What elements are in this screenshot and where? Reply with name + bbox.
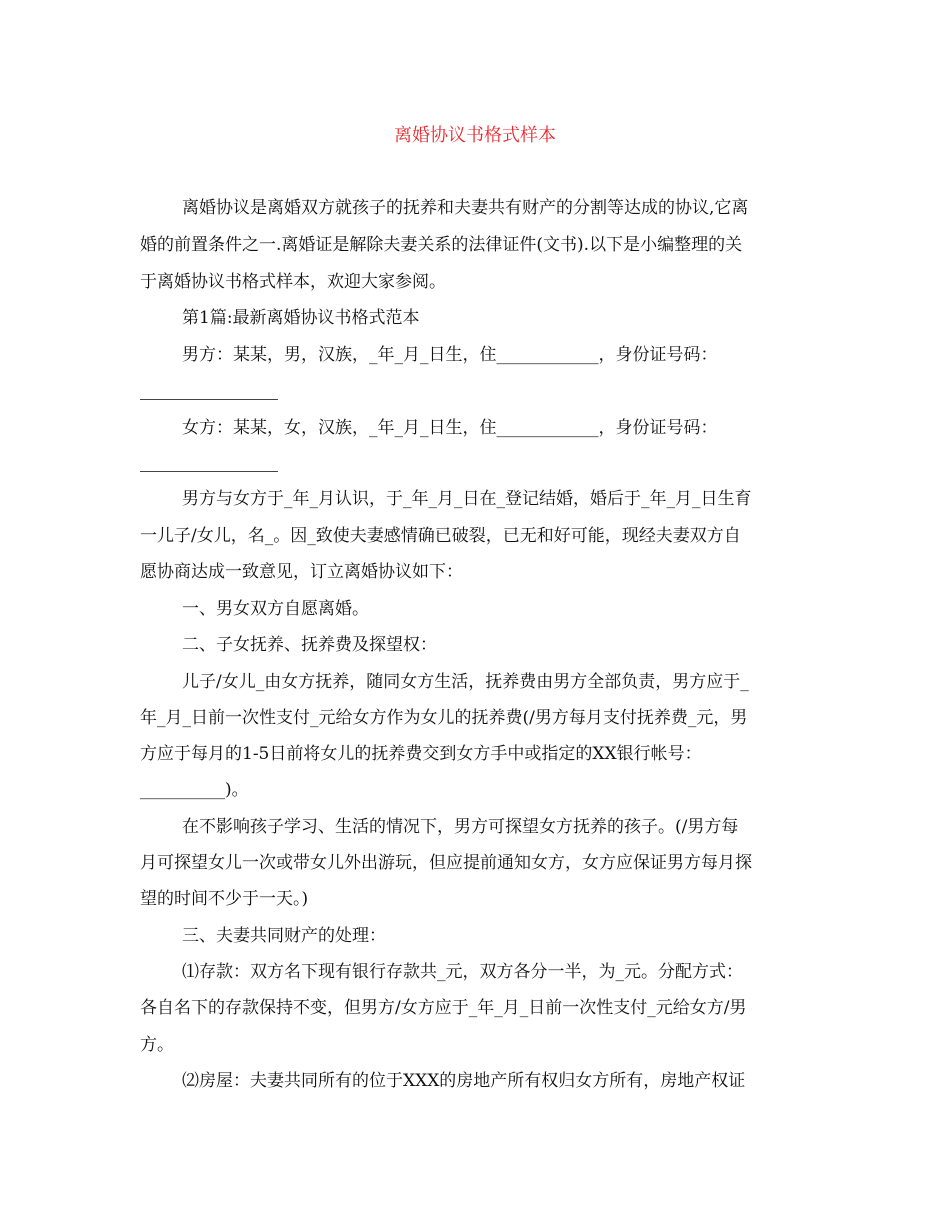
paragraph-line: 男方与女方于_年_月认识，于_年_月_日在_登记结婚，婚后于_年_月_日生育 bbox=[182, 489, 752, 509]
paragraph-line: 于离婚协议书格式样本，欢迎大家参阅。 bbox=[140, 272, 446, 292]
paragraph-line: 三、夫妻共同财产的处理： bbox=[182, 926, 386, 946]
paragraph-line: 月可探望女儿一次或带女儿外出游玩，但应提前通知女方，女方应保证男方每月探 bbox=[140, 853, 752, 873]
paragraph-line: 一、男女双方自愿离婚。 bbox=[182, 599, 369, 619]
paragraph-line: 方应于每月的1-5日前将女儿的抚养费交到女方手中或指定的XX银行帐号： bbox=[140, 744, 702, 764]
paragraph-line: 一儿子/女儿，名_。因_致使夫妻感情确已破裂，已无和好可能，现经夫妻双方自 bbox=[140, 526, 741, 546]
paragraph-line: ⑵房屋：夫妻共同所有的位于XXX的房地产所有权归女方所有，房地产权证 bbox=[182, 1071, 746, 1091]
paragraph-line: 愿协商达成一致意见，订立离婚协议如下： bbox=[140, 562, 463, 582]
blank-underline bbox=[140, 471, 278, 472]
section-heading: 第1篇:最新离婚协议书格式范本 bbox=[182, 308, 420, 328]
paragraph-line: 年_月_日前一次性支付_元给女方作为女儿的抚养费(/男方每月支付抚养费_元，男 bbox=[140, 708, 748, 728]
paragraph-line: 各自名下的存款保持不变，但男方/女方应于_年_月_日前一次性支付_元给女方/男 bbox=[140, 998, 747, 1018]
paragraph-line: 方。 bbox=[140, 1035, 174, 1055]
paragraph-line: 望的时间不少于一天。) bbox=[140, 889, 309, 909]
paragraph-line: __________)。 bbox=[140, 780, 249, 800]
paragraph-line: 婚的前置条件之一.离婚证是解除夫妻关系的法律证件(文书).以下是小编整理的关 bbox=[140, 235, 743, 255]
paragraph-line: 离婚协议是离婚双方就孩子的抚养和夫妻共有财产的分割等达成的协议,它离 bbox=[182, 198, 749, 218]
paragraph-line: 男方：某某，男，汉族，_年_月_日生，住____________，身份证号码： bbox=[182, 345, 718, 365]
paragraph-line: 二、子女抚养、抚养费及探望权： bbox=[182, 635, 437, 655]
paragraph-line: 在不影响孩子学习、生活的情况下，男方可探望女方抚养的孩子。(/男方每 bbox=[182, 817, 739, 837]
blank-underline bbox=[140, 399, 278, 400]
paragraph-line: 女方：某某，女，汉族，_年_月_日生，住____________，身份证号码： bbox=[182, 418, 718, 438]
document-title: 离婚协议书格式样本 bbox=[394, 125, 556, 146]
paragraph-line: ⑴存款：双方名下现有银行存款共_元，双方各分一半，为_元。分配方式： bbox=[182, 962, 743, 982]
paragraph-line: 儿子/女儿_由女方抚养，随同女方生活，抚养费由男方全部负责，男方应于_ bbox=[182, 672, 749, 692]
